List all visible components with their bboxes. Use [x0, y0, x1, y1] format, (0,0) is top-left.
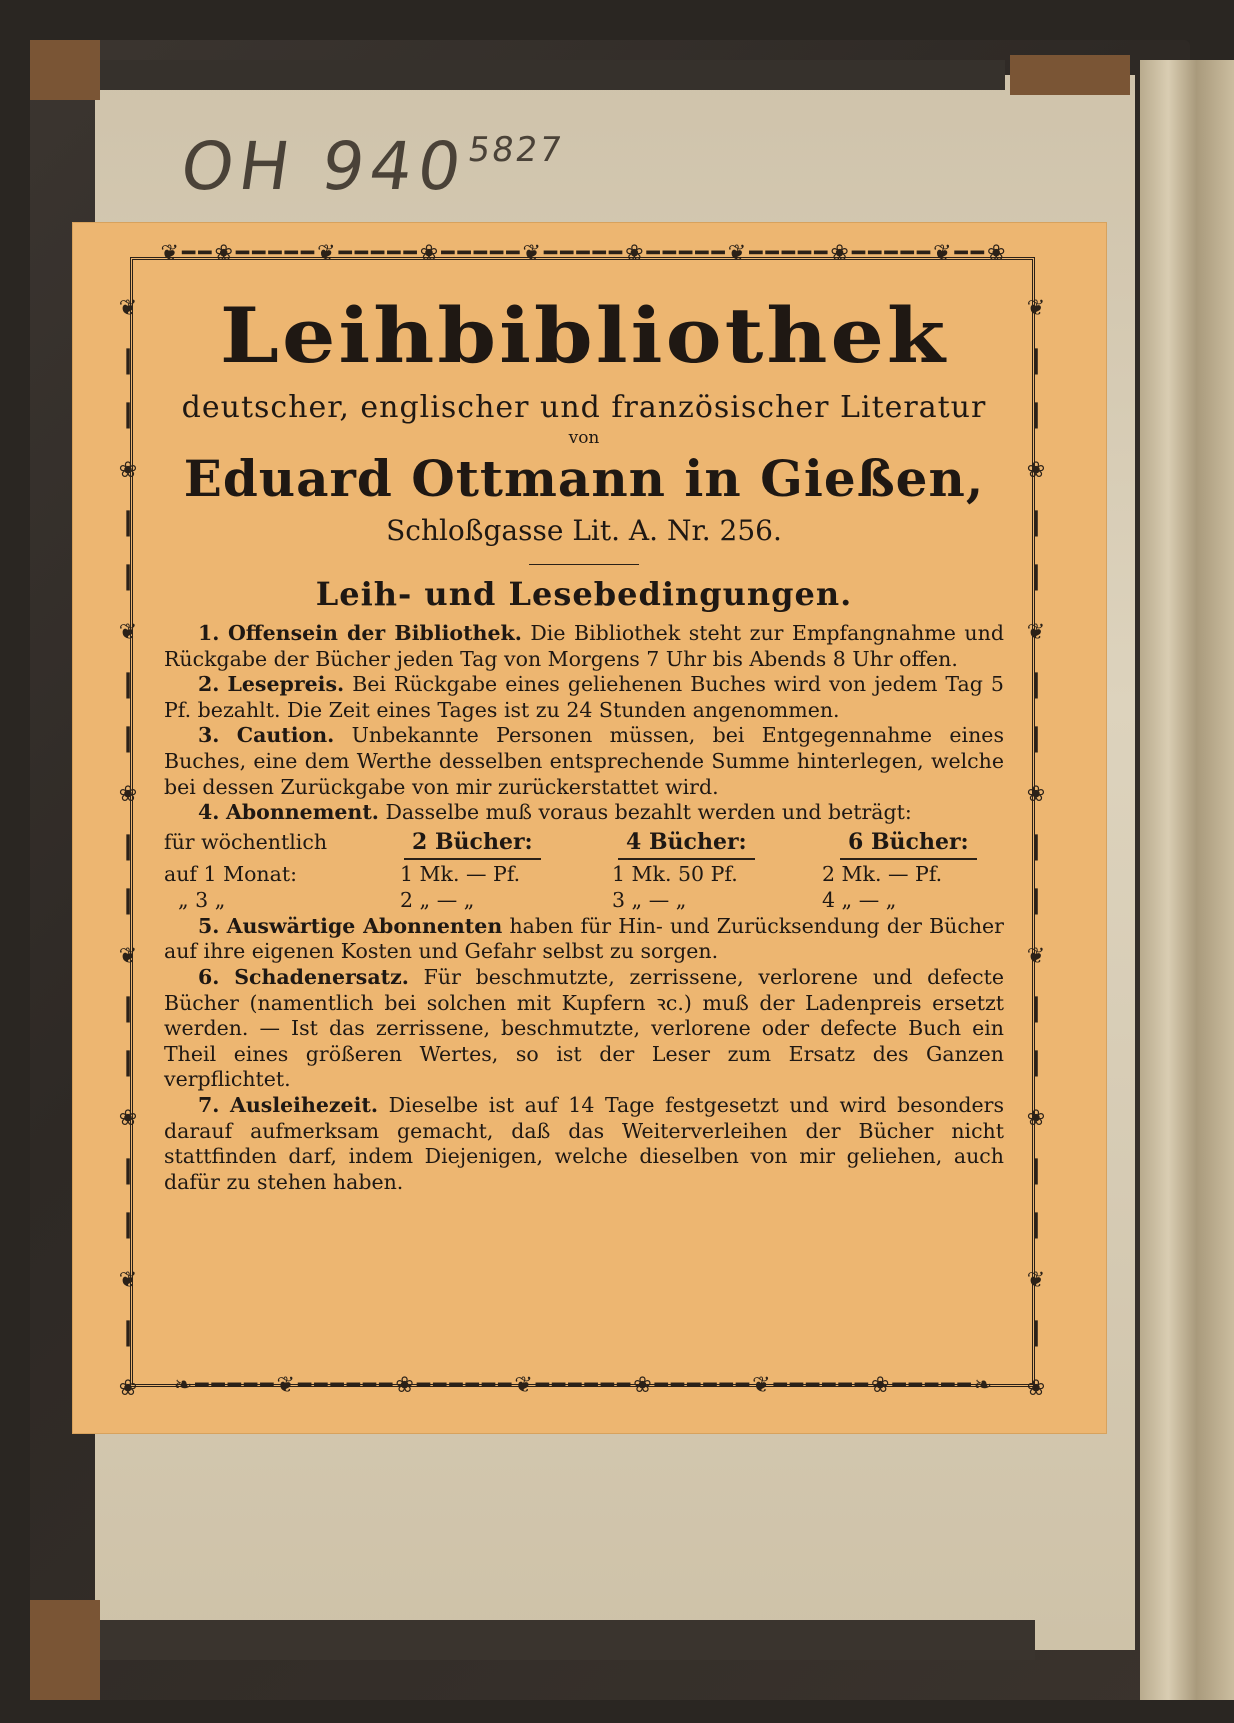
- condition-number: 3.: [198, 723, 220, 748]
- rates-header: 2 Bücher:: [412, 828, 533, 855]
- ornament-border-top: ❦━━❀━━━━━❦━━━━━❀━━━━━❦━━━━━❀━━━━━❦━━━━━❀━━━━━❦━━❀: [160, 241, 1009, 266]
- label-subtitle: deutscher, englischer und französischer Literatur: [181, 390, 987, 425]
- condition-text: Dieselbe ist auf 14 Tage festgesetzt und wird besonders darauf aufmerksam gemacht, daß das Weiterverleihen der Bücher nicht stattfinden darf, indem Diejenigen, welche dieselben von mir geliehen, auch dafür zu stehen haben.: [164, 1092, 1004, 1194]
- corner-leather: [30, 40, 100, 100]
- rates-value: 2 „ — „: [400, 887, 475, 912]
- rates-header: 4 Bücher:: [626, 828, 747, 855]
- label-title: Leihbibliothek: [219, 291, 949, 381]
- corner-leather: [30, 1600, 100, 1700]
- ornament-border-right: ❦ ┃ ┃ ❀ ┃ ┃ ❦ ┃ ┃ ❀ ┃ ┃ ❦ ┃ ┃ ❀ ┃ ┃ ❦ ┃ ❀: [1026, 296, 1046, 1401]
- condition-text: Für beschmutzte, zerrissene, verlorene und defecte Bücher (namentlich bei solchen mit Kupfern ꝛc.) muß der Ladenpreis ersetzt werden. — Ist das zerrissene, beschmutzte, verlorene oder defecte Buch ein Theil eines größeren Wertes, so ist der Leser zum Ersatz des Ganzen verpflichtet.: [164, 964, 1004, 1092]
- label-von: von: [568, 428, 600, 448]
- rates-header: 6 Bücher:: [848, 828, 969, 855]
- condition-text: Die Bibliothek steht zur Empfangnahme und Rückgabe der Bücher jeden Tag von Morgens 7 Uhr bis Abends 8 Uhr offen.: [164, 621, 1004, 671]
- condition-item: [164, 800, 1004, 826]
- rates-value: 4 „ — „: [822, 887, 897, 912]
- condition-number: 7.: [198, 1092, 220, 1117]
- rates-row-label: für wöchentlich: [164, 829, 328, 854]
- condition-number: 5.: [198, 913, 220, 938]
- rates-value: 1 Mk. 50 Pf.: [612, 861, 738, 886]
- shelfmark-sup: 5827: [465, 130, 566, 170]
- condition-number: 6.: [198, 964, 220, 989]
- condition-title: Caution.: [236, 723, 335, 748]
- rates-period: „ 3 „: [178, 887, 226, 912]
- handwritten-shelfmark: [173, 128, 687, 228]
- rates-value: 3 „ — „: [612, 887, 687, 912]
- corner-leather: [1010, 55, 1130, 95]
- condition-text: haben für Hin- und Zurücksendung der Bücher auf ihre eigenen Kosten und Gefahr selbst zu sorgen.: [164, 913, 1004, 964]
- condition-title: Abonnement.: [225, 800, 379, 825]
- condition-item: [164, 965, 1004, 1093]
- divider-rule: [529, 564, 639, 565]
- book-spine: [1140, 60, 1234, 1700]
- condition-item: [164, 914, 1004, 965]
- condition-title: Offensein der Bibliothek.: [227, 621, 522, 645]
- cover-edge-top: [95, 60, 1005, 90]
- condition-text: Unbekannte Personen müssen, bei Entgegennahme eines Buches, eine dem Werthe desselben entsprechende Summe hinterlegen, welche bei dessen Zurückgabe von mir zurückerstattet wird.: [164, 723, 1004, 799]
- conditions-heading: Leih- und Lesebedingungen.: [315, 575, 853, 613]
- condition-number: 4.: [198, 800, 220, 825]
- rates-period: auf 1 Monat:: [164, 861, 297, 886]
- condition-item: [164, 621, 1004, 672]
- condition-title: Ausleihezeit.: [230, 1092, 378, 1117]
- condition-title: Schadenersatz.: [234, 964, 409, 989]
- label-content: [164, 280, 1004, 1195]
- condition-text: Bei Rückgabe eines geliehenen Buches wird von jedem Tag 5 Pf. bezahlt. Die Zeit eines Tages ist zu 24 Stunden angenommen.: [164, 672, 1004, 722]
- condition-item: [164, 1093, 1004, 1195]
- condition-text: Dasselbe muß voraus bezahlt werden und beträgt:: [385, 800, 912, 825]
- condition-number: 2.: [198, 672, 220, 697]
- condition-item: [164, 723, 1004, 800]
- condition-title: Lesepreis.: [227, 672, 345, 697]
- label-owner: Eduard Ottmann in Gießen,: [183, 449, 985, 508]
- cover-edge-bottom: [95, 1620, 1035, 1660]
- condition-item: [164, 672, 1004, 723]
- label-address: Schloßgasse Lit. A. Nr. 256.: [386, 514, 782, 547]
- condition-number: 1.: [198, 621, 220, 645]
- subscription-rates-table: [164, 828, 1004, 914]
- ornament-border-bottom: ❧━━━━━❦━━━━━━❀━━━━━━❦━━━━━━❀━━━━━━❦━━━━━━❀━━━━━❧: [173, 1373, 996, 1398]
- rates-value: 1 Mk. — Pf.: [400, 861, 521, 886]
- ornament-border-left: ❦ ┃ ┃ ❀ ┃ ┃ ❦ ┃ ┃ ❀ ┃ ┃ ❦ ┃ ┃ ❀ ┃ ┃ ❦ ┃ ❀: [118, 296, 138, 1401]
- shelfmark-main: OH 940: [176, 128, 472, 205]
- rates-value: 2 Mk. — Pf.: [822, 861, 943, 886]
- library-label: [72, 222, 1107, 1434]
- condition-title: Auswärtige Abonnenten: [226, 913, 503, 938]
